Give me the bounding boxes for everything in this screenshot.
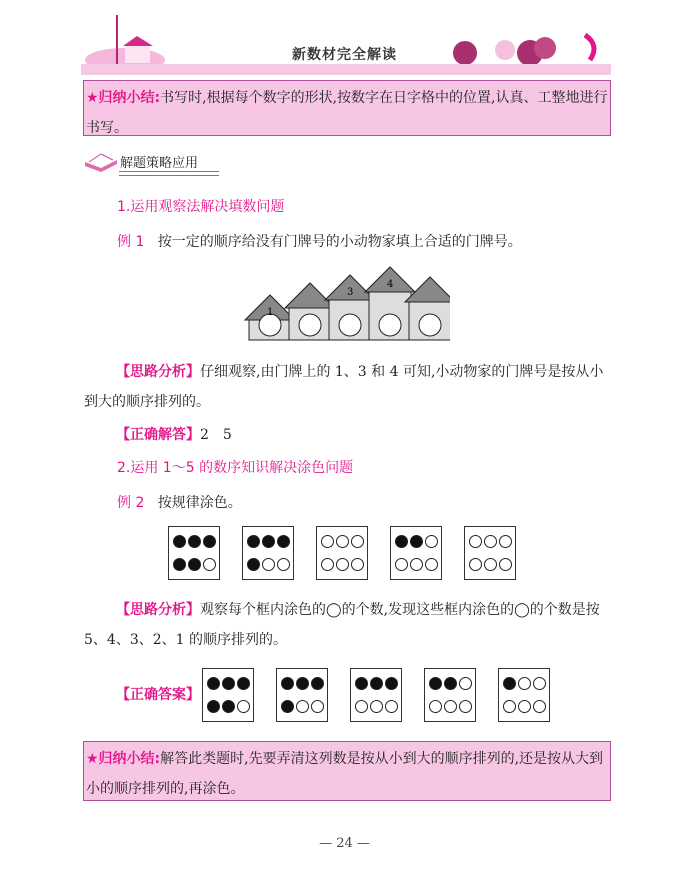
house-number: 1: [267, 307, 274, 318]
example1-label: 例 1: [117, 234, 145, 250]
section-title: 解题策略应用: [120, 156, 199, 171]
empty-circle: [262, 558, 275, 571]
empty-circle: [336, 535, 349, 548]
empty-circle: [311, 700, 324, 713]
summary-text: 书写时,根据每个数字的形状,按数字在日字格中的位置,认真、工整地进行书写。: [86, 90, 608, 136]
dot-box: [498, 668, 550, 722]
example2-label: 例 2: [117, 495, 145, 511]
dot-box: [464, 526, 516, 580]
empty-circle: [484, 535, 497, 548]
empty-circle: [499, 558, 512, 571]
empty-circle: [499, 535, 512, 548]
empty-circle: [277, 558, 290, 571]
animal-house: [245, 295, 295, 340]
summary-label: ★归纳小结:: [86, 90, 161, 106]
part2-analysis: [84, 595, 609, 655]
filled-circle: [237, 677, 250, 690]
empty-circle: [469, 558, 482, 571]
answer-dot-boxes: [202, 668, 550, 722]
example2-text: 按规律涂色。: [157, 495, 242, 511]
filled-circle: [395, 535, 408, 548]
empty-circle: [484, 558, 497, 571]
empty-circle: [444, 700, 457, 713]
empty-circle: [533, 700, 546, 713]
analysis-label: 【思路分析】: [116, 364, 200, 380]
book-icon: [83, 150, 119, 174]
filled-circle: [410, 535, 423, 548]
filled-circle: [173, 558, 186, 571]
empty-circle: [370, 700, 383, 713]
filled-circle: [222, 677, 235, 690]
filled-circle: [296, 677, 309, 690]
animal-house: [405, 277, 450, 340]
animal-house: [325, 275, 375, 340]
animal-house: [365, 267, 415, 340]
empty-circle: [351, 535, 364, 548]
section-underline: [119, 171, 219, 176]
animal-house: [285, 283, 335, 340]
filled-circle: [247, 558, 260, 571]
empty-circle: [429, 700, 442, 713]
empty-circle: [533, 677, 546, 690]
dot-box: [316, 526, 368, 580]
answer-label: 【正确答案】: [116, 687, 200, 703]
empty-circle: [459, 677, 472, 690]
filled-circle: [370, 677, 383, 690]
dot-box: [202, 668, 254, 722]
dot-box: [390, 526, 442, 580]
house-number: 3: [347, 287, 354, 298]
empty-circle: [237, 700, 250, 713]
empty-circle: [503, 700, 516, 713]
filled-circle: [444, 677, 457, 690]
empty-circle: [425, 558, 438, 571]
empty-circle: [395, 558, 408, 571]
filled-circle: [188, 535, 201, 548]
empty-circle: [351, 558, 364, 571]
summary-text: 解答此类题时,先要弄清这列数是按从小到大的顺序排列的,还是按从大到小的顺序排列的,再涂色。: [86, 751, 604, 797]
empty-circle: [518, 677, 531, 690]
filled-circle: [173, 535, 186, 548]
example1-text: 按一定的顺序给没有门牌号的小动物家填上合适的门牌号。: [157, 234, 522, 250]
empty-circle: [355, 700, 368, 713]
filled-circle: [277, 535, 290, 548]
filled-circle: [207, 700, 220, 713]
dot-box: [424, 668, 476, 722]
empty-circle: [425, 535, 438, 548]
filled-circle: [262, 535, 275, 548]
empty-circle: [410, 558, 423, 571]
filled-circle: [203, 535, 216, 548]
analysis-label: 【思路分析】: [116, 602, 200, 618]
summary-box-bottom: [83, 741, 611, 801]
filled-circle: [281, 700, 294, 713]
header-title: 新数材完全解读: [292, 47, 397, 63]
analysis-text: 观察每个框内涂色的◯的个数,发现这些框内涂色的◯的个数是按 5、4、3、2、1 的顺序排列的。: [84, 602, 600, 648]
answer-text: 2 5: [200, 427, 232, 443]
header-band: [81, 64, 611, 75]
empty-circle: [459, 700, 472, 713]
summary-box-top: [83, 80, 611, 136]
house-number: 4: [387, 279, 394, 290]
dot-box: [242, 526, 294, 580]
question-dot-boxes: [168, 526, 516, 580]
empty-circle: [296, 700, 309, 713]
answer-label: 【正确解答】: [116, 427, 200, 443]
summary-label: ★归纳小结:: [86, 751, 161, 767]
part1-analysis: [84, 357, 609, 417]
dot-box: [168, 526, 220, 580]
empty-circle: [336, 558, 349, 571]
animal-houses-picture: [240, 265, 450, 345]
filled-circle: [247, 535, 260, 548]
filled-circle: [281, 677, 294, 690]
empty-circle: [518, 700, 531, 713]
filled-circle: [222, 700, 235, 713]
analysis-text: 仔细观察,由门牌上的 1、3 和 4 可知,小动物家的门牌号是按从小到大的顺序排列的。: [84, 364, 604, 410]
filled-circle: [311, 677, 324, 690]
empty-circle: [203, 558, 216, 571]
filled-circle: [385, 677, 398, 690]
filled-circle: [355, 677, 368, 690]
dot-box: [350, 668, 402, 722]
filled-circle: [503, 677, 516, 690]
part1-heading: 1.运用观察法解决填数问题: [117, 199, 285, 215]
filled-circle: [207, 677, 220, 690]
empty-circle: [385, 700, 398, 713]
part2-heading: 2.运用 1～5 的数序知识解决涂色问题: [117, 460, 354, 476]
empty-circle: [321, 535, 334, 548]
empty-circle: [469, 535, 482, 548]
filled-circle: [429, 677, 442, 690]
filled-circle: [188, 558, 201, 571]
dot-box: [276, 668, 328, 722]
empty-circle: [321, 558, 334, 571]
page-number: — 24 —: [319, 836, 370, 851]
